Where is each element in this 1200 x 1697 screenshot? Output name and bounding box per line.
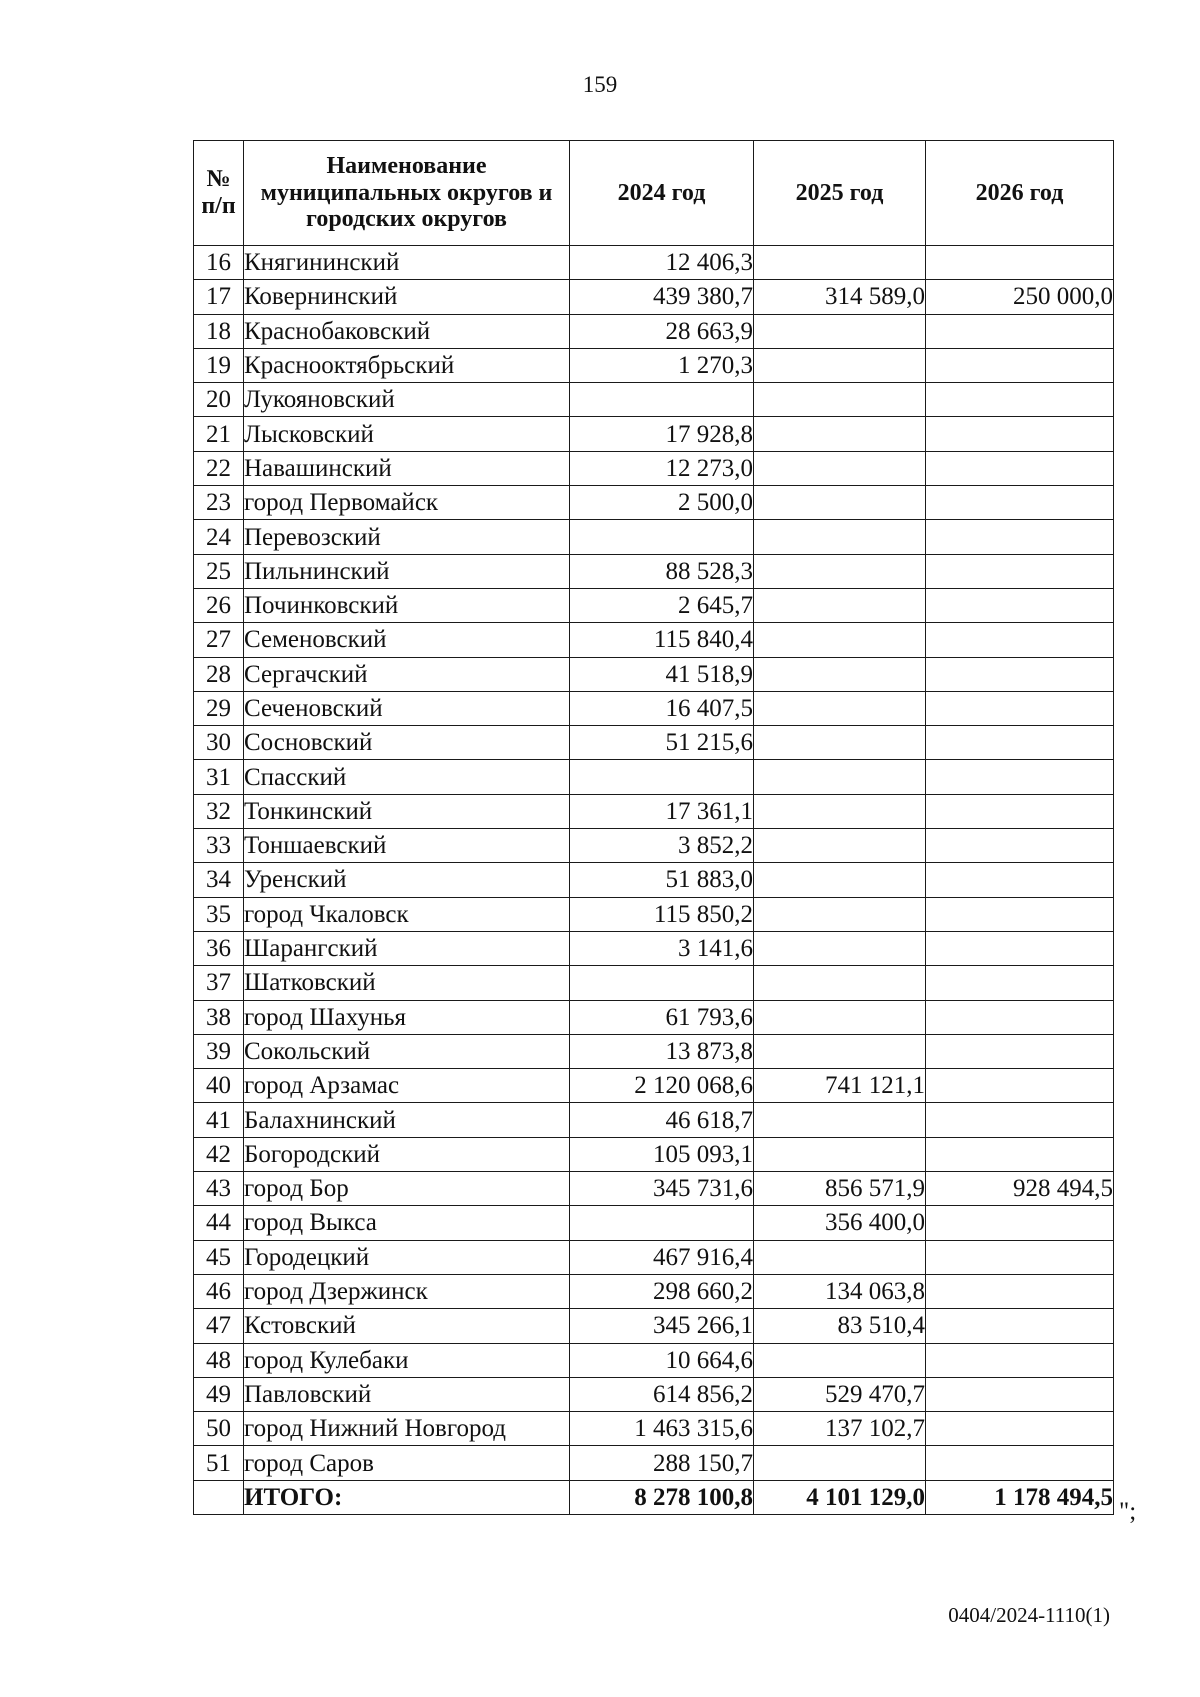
cell-2025 <box>754 691 926 725</box>
total-cell-2026: 1 178 494,5 <box>926 1480 1114 1514</box>
cell-2026 <box>926 760 1114 794</box>
cell-2024: 13 873,8 <box>570 1034 754 1068</box>
cell-2026 <box>926 1343 1114 1377</box>
total-row <box>194 1480 1114 1514</box>
cell-2024: 345 266,1 <box>570 1309 754 1343</box>
cell-2024: 41 518,9 <box>570 657 754 691</box>
table-row <box>194 966 1114 1000</box>
cell-name: город Арзамас <box>244 1069 570 1103</box>
cell-2024: 1 463 315,6 <box>570 1412 754 1446</box>
cell-2025: 741 121,1 <box>754 1069 926 1103</box>
table-row <box>194 760 1114 794</box>
table-row <box>194 1309 1114 1343</box>
cell-2025 <box>754 1000 926 1034</box>
cell-name: Спасский <box>244 760 570 794</box>
table-row <box>194 588 1114 622</box>
cell-num: 37 <box>194 966 244 1000</box>
cell-num: 31 <box>194 760 244 794</box>
cell-2025 <box>754 897 926 931</box>
cell-name: Сеченовский <box>244 691 570 725</box>
cell-2025 <box>754 588 926 622</box>
cell-2024: 439 380,7 <box>570 280 754 314</box>
cell-2026 <box>926 829 1114 863</box>
cell-2024: 298 660,2 <box>570 1274 754 1308</box>
cell-2026 <box>926 623 1114 657</box>
table-row <box>194 931 1114 965</box>
total-cell-name: ИТОГО: <box>244 1480 570 1514</box>
cell-num: 45 <box>194 1240 244 1274</box>
cell-2025: 314 589,0 <box>754 280 926 314</box>
header-2024: 2024 год <box>570 141 754 246</box>
table-row <box>194 348 1114 382</box>
cell-num: 24 <box>194 520 244 554</box>
cell-2024: 10 664,6 <box>570 1343 754 1377</box>
cell-name: Княгининский <box>244 246 570 280</box>
cell-2025 <box>754 520 926 554</box>
cell-name: Краснобаковский <box>244 314 570 348</box>
table-row <box>194 657 1114 691</box>
cell-2025: 137 102,7 <box>754 1412 926 1446</box>
cell-name: город Дзержинск <box>244 1274 570 1308</box>
cell-2025 <box>754 726 926 760</box>
cell-num: 29 <box>194 691 244 725</box>
cell-name: Ковернинский <box>244 280 570 314</box>
table-row <box>194 794 1114 828</box>
cell-name: Сокольский <box>244 1034 570 1068</box>
cell-2026 <box>926 1309 1114 1343</box>
cell-num: 36 <box>194 931 244 965</box>
table-row <box>194 691 1114 725</box>
cell-name: город Кулебаки <box>244 1343 570 1377</box>
cell-2025 <box>754 760 926 794</box>
cell-2025 <box>754 554 926 588</box>
cell-2026 <box>926 348 1114 382</box>
cell-name: Сергачский <box>244 657 570 691</box>
header-row <box>194 141 1114 246</box>
cell-2024: 12 406,3 <box>570 246 754 280</box>
cell-num: 19 <box>194 348 244 382</box>
cell-2025 <box>754 348 926 382</box>
cell-2024: 46 618,7 <box>570 1103 754 1137</box>
cell-name: Пильнинский <box>244 554 570 588</box>
cell-2026 <box>926 246 1114 280</box>
cell-2024: 3 141,6 <box>570 931 754 965</box>
cell-name: Кстовский <box>244 1309 570 1343</box>
cell-2026 <box>926 897 1114 931</box>
cell-2025 <box>754 1137 926 1171</box>
cell-name: Краснооктябрьский <box>244 348 570 382</box>
cell-2026 <box>926 451 1114 485</box>
cell-num: 30 <box>194 726 244 760</box>
cell-name: Павловский <box>244 1377 570 1411</box>
cell-2026 <box>926 726 1114 760</box>
cell-2026 <box>926 1412 1114 1446</box>
cell-num: 23 <box>194 486 244 520</box>
cell-num: 50 <box>194 1412 244 1446</box>
cell-2026 <box>926 863 1114 897</box>
cell-2024: 17 928,8 <box>570 417 754 451</box>
table-row <box>194 280 1114 314</box>
header-num: № п/п <box>194 141 244 246</box>
cell-2024: 51 215,6 <box>570 726 754 760</box>
cell-2025 <box>754 1240 926 1274</box>
table-row <box>194 897 1114 931</box>
cell-2024: 2 120 068,6 <box>570 1069 754 1103</box>
table-row <box>194 246 1114 280</box>
cell-num: 35 <box>194 897 244 931</box>
cell-2025: 83 510,4 <box>754 1309 926 1343</box>
header-name: Наименование муниципальных округов и городских округов <box>244 141 570 246</box>
cell-name: Навашинский <box>244 451 570 485</box>
cell-2025 <box>754 383 926 417</box>
header-2025: 2025 год <box>754 141 926 246</box>
cell-2026: 928 494,5 <box>926 1172 1114 1206</box>
cell-2025 <box>754 1343 926 1377</box>
cell-2024: 467 916,4 <box>570 1240 754 1274</box>
cell-2024: 16 407,5 <box>570 691 754 725</box>
cell-2025 <box>754 1034 926 1068</box>
cell-2025 <box>754 966 926 1000</box>
cell-name: Тонкинский <box>244 794 570 828</box>
cell-name: город Саров <box>244 1446 570 1480</box>
cell-num: 49 <box>194 1377 244 1411</box>
cell-2026 <box>926 1446 1114 1480</box>
table-row <box>194 1137 1114 1171</box>
cell-num: 39 <box>194 1034 244 1068</box>
cell-num: 40 <box>194 1069 244 1103</box>
table-row <box>194 417 1114 451</box>
table-row <box>194 1412 1114 1446</box>
cell-2026 <box>926 314 1114 348</box>
cell-num: 26 <box>194 588 244 622</box>
total-cell-num <box>194 1480 244 1514</box>
cell-name: Городецкий <box>244 1240 570 1274</box>
cell-2024 <box>570 520 754 554</box>
cell-2024: 2 500,0 <box>570 486 754 520</box>
closing-quote-mark: "; <box>1119 1498 1137 1525</box>
cell-2024: 51 883,0 <box>570 863 754 897</box>
cell-2024: 115 850,2 <box>570 897 754 931</box>
cell-2024 <box>570 966 754 1000</box>
table-row <box>194 1446 1114 1480</box>
cell-name: город Первомайск <box>244 486 570 520</box>
document-code: 0404/2024-1110(1) <box>948 1603 1110 1627</box>
cell-name: город Бор <box>244 1172 570 1206</box>
page-number: 159 <box>582 72 618 97</box>
table-row <box>194 1377 1114 1411</box>
cell-2026 <box>926 1206 1114 1240</box>
cell-2025 <box>754 829 926 863</box>
cell-name: Богородский <box>244 1137 570 1171</box>
cell-num: 38 <box>194 1000 244 1034</box>
cell-2024: 105 093,1 <box>570 1137 754 1171</box>
cell-2026 <box>926 1000 1114 1034</box>
table-row <box>194 451 1114 485</box>
table-row <box>194 726 1114 760</box>
cell-2024: 1 270,3 <box>570 348 754 382</box>
cell-2026 <box>926 794 1114 828</box>
table-row <box>194 1103 1114 1137</box>
cell-2026: 250 000,0 <box>926 280 1114 314</box>
cell-num: 41 <box>194 1103 244 1137</box>
cell-2026 <box>926 691 1114 725</box>
cell-num: 34 <box>194 863 244 897</box>
cell-name: Семеновский <box>244 623 570 657</box>
cell-2024 <box>570 760 754 794</box>
cell-num: 16 <box>194 246 244 280</box>
cell-num: 17 <box>194 280 244 314</box>
cell-num: 22 <box>194 451 244 485</box>
table-row <box>194 314 1114 348</box>
cell-2026 <box>926 554 1114 588</box>
table-row <box>194 1206 1114 1240</box>
cell-2025 <box>754 246 926 280</box>
cell-name: Лысковский <box>244 417 570 451</box>
cell-num: 46 <box>194 1274 244 1308</box>
cell-2025: 134 063,8 <box>754 1274 926 1308</box>
cell-2026 <box>926 588 1114 622</box>
cell-num: 51 <box>194 1446 244 1480</box>
cell-2024 <box>570 1206 754 1240</box>
cell-2026 <box>926 1069 1114 1103</box>
total-cell-2025: 4 101 129,0 <box>754 1480 926 1514</box>
cell-2024: 288 150,7 <box>570 1446 754 1480</box>
cell-2026 <box>926 520 1114 554</box>
cell-name: Балахнинский <box>244 1103 570 1137</box>
total-cell-2024: 8 278 100,8 <box>570 1480 754 1514</box>
cell-2024: 12 273,0 <box>570 451 754 485</box>
table-row <box>194 1240 1114 1274</box>
cell-2024: 345 731,6 <box>570 1172 754 1206</box>
cell-num: 25 <box>194 554 244 588</box>
cell-2025 <box>754 794 926 828</box>
cell-2025: 856 571,9 <box>754 1172 926 1206</box>
cell-2026 <box>926 657 1114 691</box>
cell-name: город Выкса <box>244 1206 570 1240</box>
cell-2026 <box>926 383 1114 417</box>
budget-table <box>193 140 1114 1515</box>
cell-name: город Нижний Новгород <box>244 1412 570 1446</box>
table-body <box>194 246 1114 1515</box>
cell-name: Починковский <box>244 588 570 622</box>
cell-2025 <box>754 657 926 691</box>
cell-2025 <box>754 931 926 965</box>
table-row <box>194 863 1114 897</box>
cell-2026 <box>926 1034 1114 1068</box>
cell-num: 27 <box>194 623 244 657</box>
cell-2025 <box>754 451 926 485</box>
cell-2026 <box>926 1274 1114 1308</box>
cell-2025 <box>754 1446 926 1480</box>
table-row <box>194 623 1114 657</box>
table-header <box>194 141 1114 246</box>
cell-2026 <box>926 486 1114 520</box>
cell-name: Тоншаевский <box>244 829 570 863</box>
cell-name: город Шахунья <box>244 1000 570 1034</box>
cell-2024: 17 361,1 <box>570 794 754 828</box>
cell-2024: 61 793,6 <box>570 1000 754 1034</box>
cell-2026 <box>926 966 1114 1000</box>
cell-num: 42 <box>194 1137 244 1171</box>
cell-num: 21 <box>194 417 244 451</box>
cell-num: 18 <box>194 314 244 348</box>
cell-2025 <box>754 417 926 451</box>
cell-num: 48 <box>194 1343 244 1377</box>
cell-name: Уренский <box>244 863 570 897</box>
cell-2025 <box>754 863 926 897</box>
cell-2026 <box>926 931 1114 965</box>
table-row <box>194 1274 1114 1308</box>
cell-num: 20 <box>194 383 244 417</box>
table-row <box>194 486 1114 520</box>
cell-2025: 529 470,7 <box>754 1377 926 1411</box>
cell-2025: 356 400,0 <box>754 1206 926 1240</box>
cell-name: Сосновский <box>244 726 570 760</box>
table-row <box>194 1343 1114 1377</box>
cell-name: Шатковский <box>244 966 570 1000</box>
cell-2026 <box>926 1377 1114 1411</box>
table-row <box>194 1000 1114 1034</box>
cell-2024: 614 856,2 <box>570 1377 754 1411</box>
cell-2024: 88 528,3 <box>570 554 754 588</box>
cell-2025 <box>754 1103 926 1137</box>
table-row <box>194 1034 1114 1068</box>
table-row <box>194 829 1114 863</box>
cell-2026 <box>926 1137 1114 1171</box>
cell-num: 28 <box>194 657 244 691</box>
cell-2025 <box>754 623 926 657</box>
cell-2024 <box>570 383 754 417</box>
table-row <box>194 520 1114 554</box>
cell-num: 33 <box>194 829 244 863</box>
header-2026: 2026 год <box>926 141 1114 246</box>
cell-name: Перевозский <box>244 520 570 554</box>
cell-2024: 2 645,7 <box>570 588 754 622</box>
cell-2026 <box>926 1240 1114 1274</box>
cell-name: Лукояновский <box>244 383 570 417</box>
cell-num: 47 <box>194 1309 244 1343</box>
cell-num: 32 <box>194 794 244 828</box>
table-row <box>194 1069 1114 1103</box>
table-row <box>194 383 1114 417</box>
cell-2024: 115 840,4 <box>570 623 754 657</box>
cell-num: 44 <box>194 1206 244 1240</box>
table-row <box>194 1172 1114 1206</box>
cell-name: Шарангский <box>244 931 570 965</box>
cell-num: 43 <box>194 1172 244 1206</box>
cell-name: город Чкаловск <box>244 897 570 931</box>
cell-2025 <box>754 314 926 348</box>
cell-2024: 3 852,2 <box>570 829 754 863</box>
cell-2026 <box>926 1103 1114 1137</box>
table-row <box>194 554 1114 588</box>
cell-2024: 28 663,9 <box>570 314 754 348</box>
cell-2025 <box>754 486 926 520</box>
cell-2026 <box>926 417 1114 451</box>
